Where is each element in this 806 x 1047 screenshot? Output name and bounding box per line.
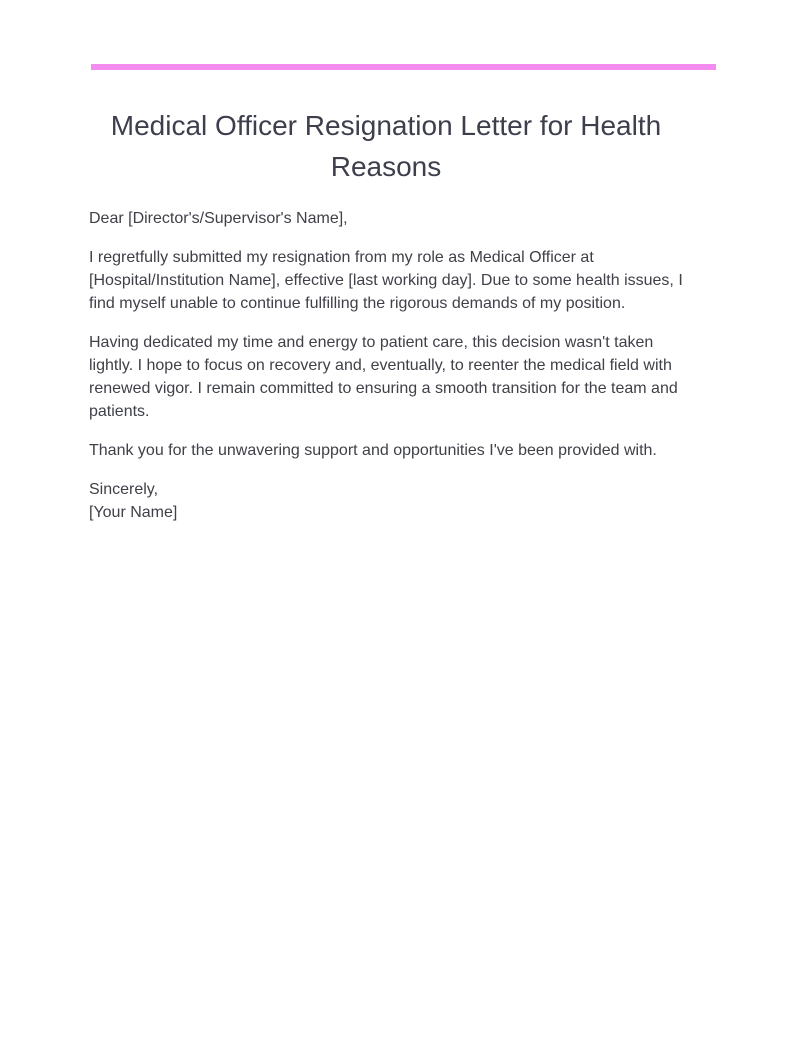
paragraph-3: Thank you for the unwavering support and opportunities I've been provided with. [89,442,657,459]
document-title: Medical Officer Resignation Letter for Health Reasons [110,110,662,182]
sign-off [89,478,699,524]
paragraph-1: I regretfully submitted my resignation from my role as Medical Officer at [Hospital/Institution Name], effective [last working day]. Due to some health issues, I find myself unable to continue fulfilling the rigorous demands of my position. [89,249,683,312]
salutation: Dear [Director's/Supervisor's Name], [89,210,348,227]
signature: [Your Name] [89,504,178,521]
letter-body [89,207,699,524]
accent-divider [91,64,716,70]
closing: Sincerely, [89,481,159,498]
paragraph-2: Having dedicated my time and energy to patient care, this decision wasn't taken lightly. I hope to focus on recovery and, eventually, to reenter the medical field with renewed vigor. I remain committed to ensuring a smooth transition for the team and patients. [89,334,678,420]
